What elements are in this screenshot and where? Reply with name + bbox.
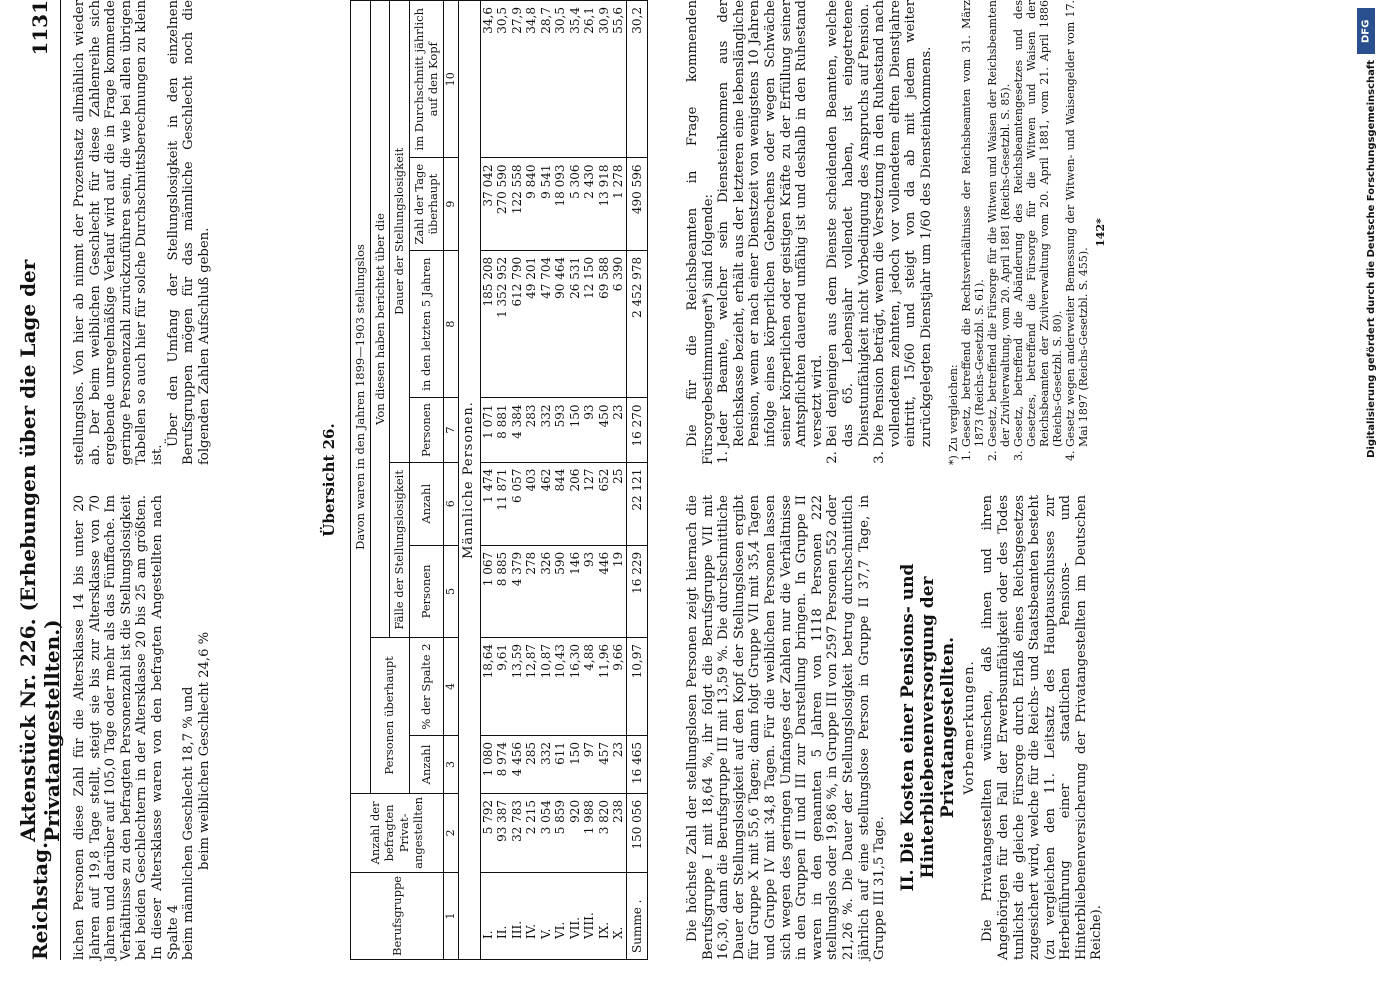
table-cell: 1 352 952 [495,250,510,398]
row-label: IX. [597,872,612,959]
table-cell: 462 [539,462,554,545]
table-cell: 326 [539,545,554,637]
col-header-personen: Personen [409,545,443,637]
table-cell: 34,8 [524,1,539,158]
dfg-logo: DFG [1357,8,1375,54]
table-row [597,1,612,960]
table-cell: 28,7 [539,1,554,158]
table-cell: 150 [568,398,583,462]
rule-item: 1. Jeder Beamte, welcher sein Diensteinkommen aus der Reichskasse bezieht, erhält aus der letzteren eine lebenslängliche Pension, wenn er nach einer Dienstzeit von wenigstens 10 Jahren infolge eines körperlichen Gebrechens oder wegen Schwäche seiner körperlichen oder geistigen Kräfte zu der Erfüllung seiner Amtspflichten dauernd unfähig ist und deshalb in den Ruhestand versetzt wird. [716,0,825,447]
sum-cell: 10,97 [626,638,648,736]
right-paragraph-2: Über den Umfang der Stellungslosigkeit in den einzelnen Berufsgruppen mögen für das männliche Geschlecht noch die folgenden Zahlen Aufschluß geben. [165,0,212,465]
table-cell: 47 704 [539,250,554,398]
table-cell: 90 464 [553,250,568,398]
left-paragraph: lichen Personen diese Zahl für die Altersklasse 14 bis unter 20 Jahren auf 19,8 Tage stellt, steigt sie bis zur Altersklasse von 70 Jahren und darüber auf 105,0 Tage oder mehr als das Fünffache. Im Verhältnisse zu den befragten Personenzahl ist die Stellungslosigkeit bei beiden Geschlechtern in der Altersklasse 20 bis 25 am größten. In dieser Altersklasse waren von den befragten Angestellten nach Spalte 4 [72,495,181,960]
header-left: Reichstag. [28,841,52,960]
digitization-credit: Digitalisierung gefördert durch die Deutsche Forschungsgemeinschaft [1366,60,1377,458]
col-header-prozent: % der Spalte 2 [409,638,443,736]
column-number: 8 [443,250,459,398]
table-cell: 593 [553,398,568,462]
subheading: Vorbemerkungen. [961,660,977,795]
table-cell: 5 792 [480,793,495,872]
column-number: 7 [443,398,459,462]
sum-cell: 16 465 [626,736,648,794]
footnote-intro: *) Zu vergleichen: [946,364,960,465]
female-percentage-line: beim weiblichen Geschlecht 24,6 % [196,631,212,870]
footnote-item: 3. Gesetz, betreffend die Abänderung des Reichsbeamtengesetzes und des Gesetzes, betreffend die Fürsorge für die Witwen und Waisen der Reichsbeamten der Zivilverwaltung vom 20. April 1881, vom 21. April 1886 (Reichs-Gesetzbl. S. 80). [1012,0,1064,447]
table-cell: 19 [611,545,626,637]
row-label: VIII. [582,872,597,959]
sum-cell: 22 121 [626,462,648,545]
right-column-text [72,0,212,465]
table-cell: 9 840 [524,158,539,250]
zahl-tage-label: Zahl der Tage [411,163,426,245]
table-cell: 844 [553,462,568,545]
table-cell: 8 885 [495,545,510,637]
table-cell: 18,64 [480,638,495,736]
table-cell: 10,43 [553,638,568,736]
table-cell: 30,5 [495,1,510,158]
col-header-personen-ueberhaupt: Personen überhaupt [370,638,409,794]
col-header-befragte: Anzahl der befragten Privat-angestellten [351,793,444,872]
statistics-table [350,0,648,960]
table-cell: 97 [582,736,597,794]
footnote-item: 2. Gesetz, betreffend die Fürsorge für die Witwen und Waisen der Reichsbeamten der Zivilverwaltung, vom 20. April 1881 (Reichs-Gesetzbl. S. 85). [986,0,1012,447]
sum-cell: 150 056 [626,793,648,872]
table-cell: 1 067 [480,545,495,637]
table-cell: 26,1 [582,1,597,158]
bottom-left-column [685,495,1105,960]
male-percentage-line: beim männlichen Geschlecht 18,7 % und [181,686,197,960]
page-number: 1131 [28,0,52,56]
footnote-item: 4. Gesetz wegen anderweiter Bemessung der Witwen- und Waisengelder vom 17. Mai 1897 (Reichs-Gesetzbl. S. 455). [1064,0,1090,447]
table-cell: 457 [597,736,612,794]
table-cell: 11,96 [597,638,612,736]
sum-cell: 16 229 [626,545,648,637]
column-number-row [443,1,459,960]
row-label: III. [510,872,525,959]
table-cell: 12 150 [582,250,597,398]
analysis-paragraph: Die höchste Zahl der stellungslosen Personen zeigt hiernach die Berufsgruppe I mit 18,64 %, ihr folgt die Berufsgruppe VII mit 16,30, dann die Berufsgruppe III mit 13,59 %. Die durchschnittliche Dauer der Stellungslosigkeit auf den Kopf der Stellungslosen ergibt für Gruppe X mit 55,6 Tagen; dann folgt Gruppe VII mit 35,4 Tagen und Gruppe IV mit 34,8 Tagen. Für die weiblichen Personen lassen sich wegen des geringen Umfanges der Zahlen nur die Verhältnisse in den Gruppen II und III zur Darstellung bringen. In Gruppe II waren in den genannten 5 Jahren von 1118 Personen 222 stellungslos oder 19,86 %, in Gruppe III von 2597 Personen 552 oder 21,26 %. Die Dauer der Stellungslosigkeit betrug durchschnittlich jährlich auf eine stellungslose Person in Gruppe II 37,7 Tage, in Gruppe III 31,5 Tage. [685,495,888,960]
table-cell: 3 820 [597,793,612,872]
column-number: 4 [443,638,459,736]
table-cell: 9,66 [611,638,626,736]
table-cell: 49 201 [524,250,539,398]
table-cell: 30,9 [597,1,612,158]
rules-list [716,0,934,465]
table-cell: 35,4 [568,1,583,158]
sum-row [626,1,648,960]
sum-label: Summe . [626,872,648,959]
row-label: VII. [568,872,583,959]
right-paragraph-1: stellungslos. Von hier ab nimmt der Prozentsatz allmählich wieder ab. Der beim weiblichen Geschlecht für diese Zahlenreihe sich ergebende unregelmäßige Verlauf wird auf die in Frage kommende geringe Personenzahl zurückzuführen sein, die wie bei allen übrigen Tabellen so auch hier für solche Durchschnittsberechnungen zu klein ist. [72,0,165,465]
section-row [459,1,481,960]
table-cell: 150 [568,736,583,794]
section-label: Männliche Personen. [459,1,481,960]
table-row [539,1,554,960]
table-cell: 55,6 [611,1,626,158]
row-label: X. [611,872,626,959]
row-label: I. [480,872,495,959]
table-cell: 2 430 [582,158,597,250]
table-cell: 332 [539,736,554,794]
table-cell: 1 988 [582,793,597,872]
col-header-dauer: Dauer der Stellungslosigkeit [390,1,410,463]
table-cell: 1 080 [480,736,495,794]
row-label: II. [495,872,510,959]
table-cell: 25 [611,462,626,545]
page-header [16,0,64,960]
table-cell: 93 387 [495,793,510,872]
table-cell: 6 057 [510,462,525,545]
footnote-list [960,0,1090,465]
column-number: 9 [443,158,459,250]
table-cell: 4 379 [510,545,525,637]
sum-cell: 30,2 [626,1,648,158]
table-cell: 127 [582,462,597,545]
table-cell: 6 390 [611,250,626,398]
rule-item: 3. Die Pension beträgt, wenn die Versetzung in den Ruhestand nach vollendetem zehnten, jedoch vor vollendetem elften Dienstjahre eintritt, 15/60 und steigt von da ab mit jedem weiter zurückgelegten Dienstjahr um 1/60 des Diensteinkommens. [872,0,934,447]
ueberhaupt-label: überhaupt [426,173,440,235]
table-cell: 13,59 [510,638,525,736]
table-cell: 446 [597,545,612,637]
table-cell: 37 042 [480,158,495,250]
table-cell: 11 871 [495,462,510,545]
table-title: Übersicht 26. [320,423,338,537]
table-cell: 9,61 [495,638,510,736]
header-title: Aktenstück Nr. 226. (Erhebungen über die Lage der Privatangestellten.) [16,259,64,842]
durchschnitt-label: im Durchschnitt jährlich [411,8,426,151]
table-cell: 450 [597,398,612,462]
table-cell: 93 [582,545,597,637]
table-cell: 93 [582,398,597,462]
table-cell: 590 [553,545,568,637]
table-cell: 16,30 [568,638,583,736]
col-header-ueberhaupt [409,158,443,250]
table-row [524,1,539,960]
table-cell: 206 [568,462,583,545]
row-label: IV. [524,872,539,959]
row-label: VI. [553,872,568,959]
table-cell: 285 [524,736,539,794]
table-cell: 8 974 [495,736,510,794]
col-header-top: Davon waren in den Jahren 1899—1903 stellungslos [351,1,371,794]
footnote-item: 1. Gesetz, betreffend die Rechtsverhältnisse der Reichsbeamten vom 31. März 1873 (Reichs-Gesetzbl. S. 61). [960,0,986,447]
table-cell: 32 783 [510,793,525,872]
table-cell: 332 [539,398,554,462]
col-header-personen2: Personen [409,398,443,462]
footnotes [947,0,1107,465]
table-cell: 612 790 [510,250,525,398]
col-header-berufsgruppe: Berufsgruppe [351,872,444,959]
table-cell: 27,9 [510,1,525,158]
table-cell: 146 [568,545,583,637]
table-cell: 34,6 [480,1,495,158]
kopf-label: auf den Kopf [426,42,440,117]
table-cell: 1 474 [480,462,495,545]
table-cell: 283 [524,398,539,462]
table-cell: 278 [524,545,539,637]
table-cell: 69 588 [597,250,612,398]
table-cell: 1 071 [480,398,495,462]
table-cell: 2 215 [524,793,539,872]
table-row [480,1,495,960]
sum-cell: 490 596 [626,158,648,250]
table-cell: 26 531 [568,250,583,398]
left-column-text [72,495,212,960]
signature-mark: 142* [1093,218,1107,247]
table-body [443,1,648,960]
table-cell: 3 054 [539,793,554,872]
col-header-anzahl2: Anzahl [409,462,443,545]
section-heading: II. Die Kosten einer Pensions- und Hinterbliebenenversorgung der Privatangestellten. [897,563,958,892]
table-cell: 403 [524,462,539,545]
table-row [495,1,510,960]
table-cell: 5 859 [553,793,568,872]
table-row [611,1,626,960]
table-cell: 122 558 [510,158,525,250]
col-header-berichtet: Von diesen haben berichtet über die [370,1,390,638]
table-cell: 10,87 [539,638,554,736]
table-cell: 1 278 [611,158,626,250]
table-cell: 185 208 [480,250,495,398]
bottom-right-column [685,0,1107,465]
rotated-document-page [16,0,1350,960]
row-label: V. [539,872,554,959]
table-cell: 5 306 [568,158,583,250]
table-cell: 23 [611,736,626,794]
table-cell: 4,88 [582,638,597,736]
col-header-anzahl: Anzahl [409,736,443,794]
pension-paragraph: Die Privatangestellten wünschen, daß ihnen und ihren Angehörigen für den Fall der Erwerbsunfähigkeit oder des Todes tunlichst die gleiche Fürsorge durch Erlaß eines Reichsgesetzes zugesichert wird, welche für die Reichs- und Staatsbeamten besteht (zu vergleichen den 11. Leitsatz des Hauptausschusses zur Herbeiführung einer staatlichen Pensions- und Hinterbliebenenversicherung der Privatangestellten im Deutschen Reiche). [980,495,1105,960]
table-cell: 270 590 [495,158,510,250]
table-cell: 23 [611,398,626,462]
table-cell: 30,5 [553,1,568,158]
column-number: 6 [443,462,459,545]
table-cell: 12,87 [524,638,539,736]
column-number: 10 [443,1,459,158]
column-number: 1 [443,872,459,959]
table-cell: 13 918 [597,158,612,250]
col-header-faelle: Fälle der Stellungslosigkeit [390,462,410,637]
table-cell: 920 [568,793,583,872]
column-number: 5 [443,545,459,637]
table-row [568,1,583,960]
rule-item: 2. Bei denjenigen aus dem Dienste scheidenden Beamten, welche das 65. Lebensjahr vollendet haben, ist eingetretene Dienstunfähigkeit nicht Vorbedingung des Anspruchs auf Pension. [825,0,872,447]
table-cell: 611 [553,736,568,794]
table-cell: 18 093 [553,158,568,250]
col-header-durchschnitt [409,1,443,158]
table-cell: 4 456 [510,736,525,794]
table-cell: 8 881 [495,398,510,462]
table-row [553,1,568,960]
table-cell: 652 [597,462,612,545]
sum-cell: 16 270 [626,398,648,462]
sum-cell: 2 452 978 [626,250,648,398]
rules-intro: Die für die Reichsbeamten in Frage kommenden Fürsorgebestimmungen*) sind folgende: [685,0,716,465]
table-row [582,1,597,960]
table-cell: 238 [611,793,626,872]
table-cell: 4 384 [510,398,525,462]
column-number: 2 [443,793,459,872]
table-row [510,1,525,960]
column-number: 3 [443,736,459,794]
col-header-letzten: in den letzten 5 Jahren [409,250,443,398]
table-cell: 9 541 [539,158,554,250]
